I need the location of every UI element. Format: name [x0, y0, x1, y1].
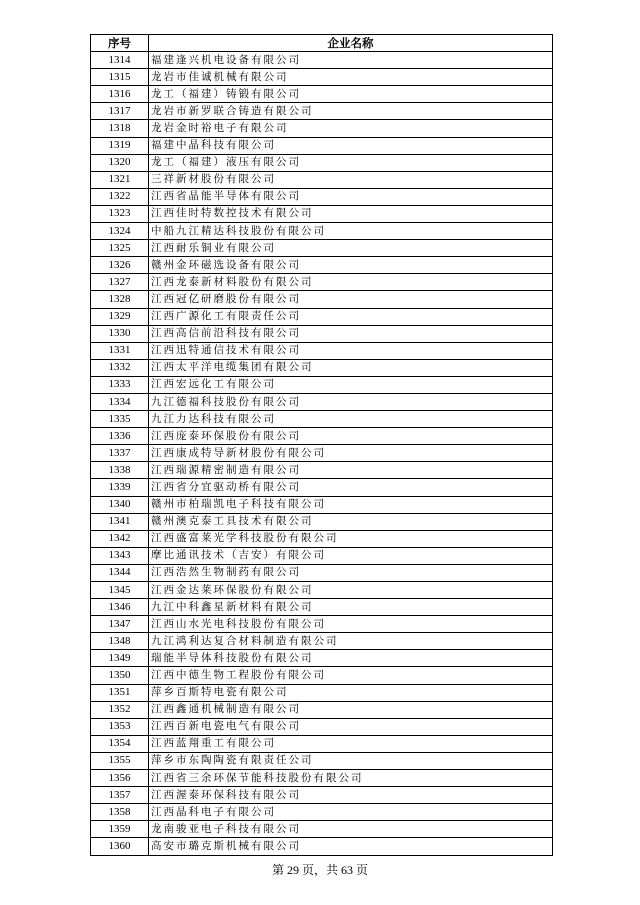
- company-name-cell: 江西庞泰环保股份有限公司: [149, 428, 553, 445]
- serial-number-cell: 1345: [91, 582, 149, 599]
- serial-number-cell: 1318: [91, 120, 149, 137]
- company-name-cell: 九江力达科技有限公司: [149, 411, 553, 428]
- table-row: [91, 547, 553, 564]
- table-row: [91, 752, 553, 769]
- company-name-cell: 龙工（福建）铸锻有限公司: [149, 86, 553, 103]
- table-row: [91, 154, 553, 171]
- table-row: [91, 479, 553, 496]
- serial-number-cell: 1338: [91, 462, 149, 479]
- table-header-row: [91, 35, 553, 52]
- table-row: [91, 462, 553, 479]
- serial-number-cell: 1344: [91, 564, 149, 581]
- table-row: [91, 428, 553, 445]
- serial-number-cell: 1358: [91, 804, 149, 821]
- serial-number-cell: 1314: [91, 52, 149, 69]
- table-row: [91, 308, 553, 325]
- header-company-name: 企业名称: [149, 35, 553, 52]
- company-name-cell: 瑞能半导体科技股份有限公司: [149, 650, 553, 667]
- table-row: [91, 103, 553, 120]
- table-row: [91, 633, 553, 650]
- table-row: [91, 718, 553, 735]
- serial-number-cell: 1317: [91, 103, 149, 120]
- company-name-cell: 龙岩金时裕电子有限公司: [149, 120, 553, 137]
- company-name-cell: 江西迅特通信技术有限公司: [149, 342, 553, 359]
- company-name-cell: 江西龙泰新材料股份有限公司: [149, 274, 553, 291]
- table-row: [91, 393, 553, 410]
- company-name-cell: 江西晶科电子有限公司: [149, 804, 553, 821]
- table-row: [91, 804, 553, 821]
- serial-number-cell: 1346: [91, 599, 149, 616]
- table-row: [91, 787, 553, 804]
- table-row: [91, 325, 553, 342]
- table-row: [91, 342, 553, 359]
- table-row: [91, 52, 553, 69]
- company-name-cell: 江西佳时特数控技术有限公司: [149, 205, 553, 222]
- serial-number-cell: 1355: [91, 752, 149, 769]
- company-name-cell: 赣州金环磁选设备有限公司: [149, 257, 553, 274]
- table-row: [91, 205, 553, 222]
- company-name-cell: 三祥新材股份有限公司: [149, 171, 553, 188]
- serial-number-cell: 1319: [91, 137, 149, 154]
- company-name-cell: 江西中德生物工程股份有限公司: [149, 667, 553, 684]
- company-name-cell: 龙工（福建）液压有限公司: [149, 154, 553, 171]
- company-name-cell: 江西广源化工有限责任公司: [149, 308, 553, 325]
- table-row: [91, 667, 553, 684]
- page-number: 第 29 页，共 63 页: [271, 863, 368, 877]
- serial-number-cell: 1357: [91, 787, 149, 804]
- serial-number-cell: 1321: [91, 171, 149, 188]
- company-name-cell: 江西冠亿研磨股份有限公司: [149, 291, 553, 308]
- company-name-cell: 龙岩市佳诚机械有限公司: [149, 69, 553, 86]
- table-row: [91, 223, 553, 240]
- serial-number-cell: 1329: [91, 308, 149, 325]
- table-row: [91, 69, 553, 86]
- company-name-cell: 江西渥泰环保科技有限公司: [149, 787, 553, 804]
- table-row: [91, 257, 553, 274]
- serial-number-cell: 1328: [91, 291, 149, 308]
- company-name-cell: 江西耐乐铜业有限公司: [149, 240, 553, 257]
- company-name-cell: 赣州澳克泰工具技术有限公司: [149, 513, 553, 530]
- table-row: [91, 137, 553, 154]
- serial-number-cell: 1330: [91, 325, 149, 342]
- serial-number-cell: 1351: [91, 684, 149, 701]
- table-row: [91, 616, 553, 633]
- company-name-cell: 九江德福科技股份有限公司: [149, 393, 553, 410]
- serial-number-cell: 1324: [91, 223, 149, 240]
- table-row: [91, 359, 553, 376]
- serial-number-cell: 1326: [91, 257, 149, 274]
- enterprise-table: [90, 34, 553, 856]
- table-row: [91, 496, 553, 513]
- serial-number-cell: 1349: [91, 650, 149, 667]
- serial-number-cell: 1352: [91, 701, 149, 718]
- serial-number-cell: 1348: [91, 633, 149, 650]
- table-row: [91, 513, 553, 530]
- company-name-cell: 江西瑞源精密制造有限公司: [149, 462, 553, 479]
- company-name-cell: 高安市璐克斯机械有限公司: [149, 838, 553, 855]
- table-row: [91, 411, 553, 428]
- table-row: [91, 86, 553, 103]
- company-name-cell: 江西百新电瓷电气有限公司: [149, 718, 553, 735]
- serial-number-cell: 1333: [91, 376, 149, 393]
- serial-number-cell: 1315: [91, 69, 149, 86]
- table-row: [91, 376, 553, 393]
- serial-number-cell: 1350: [91, 667, 149, 684]
- table-row: [91, 770, 553, 787]
- table-row: [91, 701, 553, 718]
- company-name-cell: 江西鑫通机械制造有限公司: [149, 701, 553, 718]
- serial-number-cell: 1327: [91, 274, 149, 291]
- table-row: [91, 582, 553, 599]
- company-name-cell: 江西省分宜驱动桥有限公司: [149, 479, 553, 496]
- serial-number-cell: 1342: [91, 530, 149, 547]
- table-row: [91, 445, 553, 462]
- company-name-cell: 龙岩市新罗联合铸造有限公司: [149, 103, 553, 120]
- company-name-cell: 江西蓝翔重工有限公司: [149, 735, 553, 752]
- company-name-cell: 九江中科鑫星新材料有限公司: [149, 599, 553, 616]
- company-name-cell: 萍乡市东陶陶瓷有限责任公司: [149, 752, 553, 769]
- company-name-cell: 萍乡百斯特电瓷有限公司: [149, 684, 553, 701]
- serial-number-cell: 1331: [91, 342, 149, 359]
- serial-number-cell: 1360: [91, 838, 149, 855]
- table-row: [91, 564, 553, 581]
- serial-number-cell: 1320: [91, 154, 149, 171]
- serial-number-cell: 1334: [91, 393, 149, 410]
- serial-number-cell: 1336: [91, 428, 149, 445]
- company-name-cell: 江西浩然生物制药有限公司: [149, 564, 553, 581]
- serial-number-cell: 1341: [91, 513, 149, 530]
- serial-number-cell: 1335: [91, 411, 149, 428]
- serial-number-cell: 1322: [91, 188, 149, 205]
- table-row: [91, 838, 553, 855]
- company-name-cell: 中船九江精达科技股份有限公司: [149, 223, 553, 240]
- serial-number-cell: 1325: [91, 240, 149, 257]
- serial-number-cell: 1337: [91, 445, 149, 462]
- table-row: [91, 599, 553, 616]
- serial-number-cell: 1339: [91, 479, 149, 496]
- company-name-cell: 江西康成特导新材股份有限公司: [149, 445, 553, 462]
- table-row: [91, 684, 553, 701]
- serial-number-cell: 1323: [91, 205, 149, 222]
- serial-number-cell: 1347: [91, 616, 149, 633]
- table-row: [91, 188, 553, 205]
- table-row: [91, 171, 553, 188]
- company-name-cell: 江西太平洋电缆集团有限公司: [149, 359, 553, 376]
- company-name-cell: 江西金达莱环保股份有限公司: [149, 582, 553, 599]
- table-row: [91, 530, 553, 547]
- serial-number-cell: 1353: [91, 718, 149, 735]
- company-name-cell: 福建中晶科技有限公司: [149, 137, 553, 154]
- company-name-cell: 赣州市柏瑞凯电子科技有限公司: [149, 496, 553, 513]
- company-name-cell: 福建逢兴机电设备有限公司: [149, 52, 553, 69]
- serial-number-cell: 1332: [91, 359, 149, 376]
- company-name-cell: 江西高信前沿科技有限公司: [149, 325, 553, 342]
- table-body: [91, 52, 553, 855]
- company-name-cell: 江西省三余环保节能科技股份有限公司: [149, 770, 553, 787]
- serial-number-cell: 1340: [91, 496, 149, 513]
- company-name-cell: 江西山水光电科技股份有限公司: [149, 616, 553, 633]
- serial-number-cell: 1356: [91, 770, 149, 787]
- serial-number-cell: 1354: [91, 735, 149, 752]
- company-name-cell: 龙南骏亚电子科技有限公司: [149, 821, 553, 838]
- table-row: [91, 821, 553, 838]
- company-name-cell: 摩比通讯技术（吉安）有限公司: [149, 547, 553, 564]
- serial-number-cell: 1343: [91, 547, 149, 564]
- serial-number-cell: 1359: [91, 821, 149, 838]
- company-name-cell: 江西省晶能半导体有限公司: [149, 188, 553, 205]
- table-row: [91, 735, 553, 752]
- table-row: [91, 240, 553, 257]
- serial-number-cell: 1316: [91, 86, 149, 103]
- company-name-cell: 九江鸿利达复合材料制造有限公司: [149, 633, 553, 650]
- table-row: [91, 274, 553, 291]
- table-row: [91, 120, 553, 137]
- company-name-cell: 江西宏远化工有限公司: [149, 376, 553, 393]
- table-row: [91, 650, 553, 667]
- company-name-cell: 江西盛富莱光学科技股份有限公司: [149, 530, 553, 547]
- header-serial-number: 序号: [91, 35, 149, 52]
- table-row: [91, 291, 553, 308]
